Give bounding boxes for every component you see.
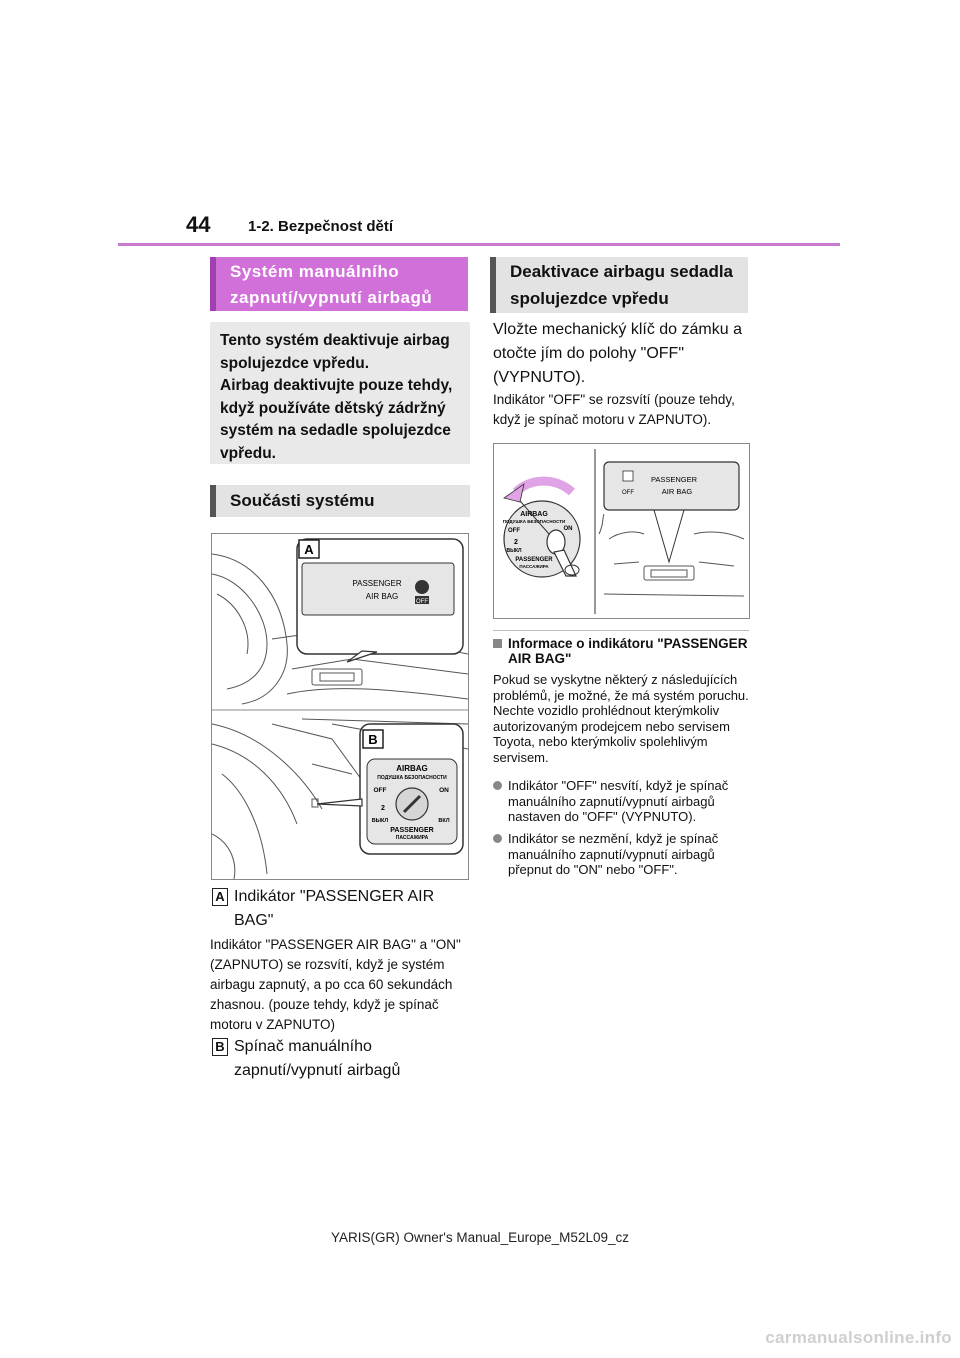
intro-line: Tento systém deaktivuje airbag — [220, 332, 450, 349]
watermark: carmanualsonline.info — [765, 1328, 952, 1347]
heading-deactivate-airbag: Deaktivace airbagu sedadla spolujezdce vpředu — [490, 257, 748, 313]
intro-line: spolujezdce vpředu. — [220, 354, 370, 372]
intro-line: systém na sedadle spolujezdce — [220, 422, 451, 439]
switch-off-ru: ВЫКЛ — [371, 818, 389, 824]
indicator-off-text: OFF — [622, 490, 634, 496]
note-text: Indikátor "OFF" se rozsvítí (pouze tehdy, když je spínač motoru v ZAPNUTO). — [493, 392, 735, 427]
figure-system-components — [211, 533, 469, 880]
info-heading-text: Informace o indikátoru "PASSENGER AIR BAG" — [508, 636, 748, 666]
item-a-description: Indikátor "PASSENGER AIR BAG" a "ON" (ZAPNUTO) se rozsvítí, když je systém airbagu zapnutý, a po cca 60 sekundách zhasnou. (pouze tehdy, když je spínač motoru v ZAPNUTO) — [210, 937, 461, 1032]
intro-line: když používáte dětský zádržný — [220, 399, 446, 417]
figure-label-a: A — [304, 542, 314, 557]
intro-line: vpředu. — [220, 444, 276, 462]
step-text: Vložte mechanický klíč do zámku a otočte jím do polohy "OFF" (VYPNUTO). — [493, 321, 742, 386]
bullet-text: Indikátor se nezmění, když je spínač manuálního zapnutí/vypnutí airbagů přepnut do "ON" nebo "OFF". — [508, 831, 719, 877]
bullet-text: Indikátor "OFF" nesvítí, když je spínač manuálního zapnutí/vypnutí airbagů nastaven do "OFF" (VYPNUTO). — [508, 778, 729, 824]
intro-box — [210, 322, 470, 464]
airbag-off-indicator-icon — [623, 471, 633, 481]
switch-passenger-ru: ПАССАЖИРА — [395, 835, 429, 841]
switch-title-ru: ПОДУШКА БЕЗОПАСНОСТИ — [377, 775, 447, 781]
switch-title: AIRBAG — [396, 764, 428, 773]
key-switch-illustration — [494, 444, 749, 618]
heading-system-components: Součásti systému — [210, 485, 470, 517]
dashboard-illustration — [212, 534, 468, 879]
letter-badge-a: A — [212, 888, 228, 906]
item-a-label: Indikátor "PASSENGER AIR BAG" — [234, 888, 435, 929]
indicator-text-passenger: PASSENGER — [352, 579, 402, 588]
section-divider — [493, 630, 749, 631]
intro-line: Airbag deaktivujte pouze tehdy, — [220, 377, 453, 394]
airbag-indicator-icon — [415, 580, 429, 594]
bullet-item — [493, 831, 749, 878]
figure-label-b: B — [368, 732, 378, 747]
indicator-text-airbag: AIR BAG — [661, 487, 693, 496]
switch-title-ru: ПОДУШКА БЕЗОПАСНОСТИ — [502, 519, 566, 524]
switch-passenger: PASSENGER — [390, 827, 434, 834]
indicator-text-airbag: AIR BAG — [365, 592, 399, 601]
bullet-dot-icon — [493, 781, 502, 790]
info-heading — [493, 636, 749, 666]
header-rule — [118, 243, 840, 246]
switch-title: AIRBAG — [520, 511, 548, 518]
switch-off-ru: ВЫКЛ — [506, 548, 522, 554]
page-number: 44 — [186, 212, 211, 237]
item-a — [212, 885, 472, 933]
indicator-sub-text: OFF — [416, 599, 428, 605]
letter-badge-b: B — [212, 1038, 228, 1056]
bullet-dot-icon — [493, 834, 502, 843]
switch-on-label: ON — [439, 787, 449, 794]
item-b — [212, 1035, 472, 1083]
bullet-item — [493, 778, 749, 825]
switch-off-label: OFF — [373, 787, 387, 794]
switch-passenger-ru: ПАССАЖИРА — [519, 564, 549, 569]
switch-on-ru: ВКЛ — [438, 818, 450, 824]
switch-on-label: ON — [563, 526, 573, 532]
switch-num: 2 — [381, 805, 385, 812]
switch-num: 2 — [514, 539, 518, 546]
footer: YARIS(GR) Owner's Manual_Europe_M52L09_cz — [331, 1230, 629, 1245]
heading-manual-airbag-system: Systém manuálního zapnutí/vypnutí airbagů — [210, 257, 468, 311]
switch-off-label: OFF — [508, 528, 520, 534]
indicator-text-passenger: PASSENGER — [650, 475, 698, 484]
info-text: Pokud se vyskytne některý z následujících problémů, je možné, že má systém poruchu. Nechte vozidlo prohlédnout kterýmkoliv autorizovaným prodejcem nebo servisem Toyota, nebo kterýmkoliv spolehlivým servisem. — [493, 672, 749, 765]
rotate-arrow-icon — [516, 481, 572, 492]
figure-deactivation — [493, 443, 750, 619]
section-title: 1-2. Bezpečnost dětí — [248, 218, 394, 235]
switch-passenger: PASSENGER — [515, 557, 553, 563]
item-b-label: Spínač manuálního zapnutí/vypnutí airbagů — [234, 1038, 401, 1079]
square-bullet-icon — [493, 639, 502, 648]
